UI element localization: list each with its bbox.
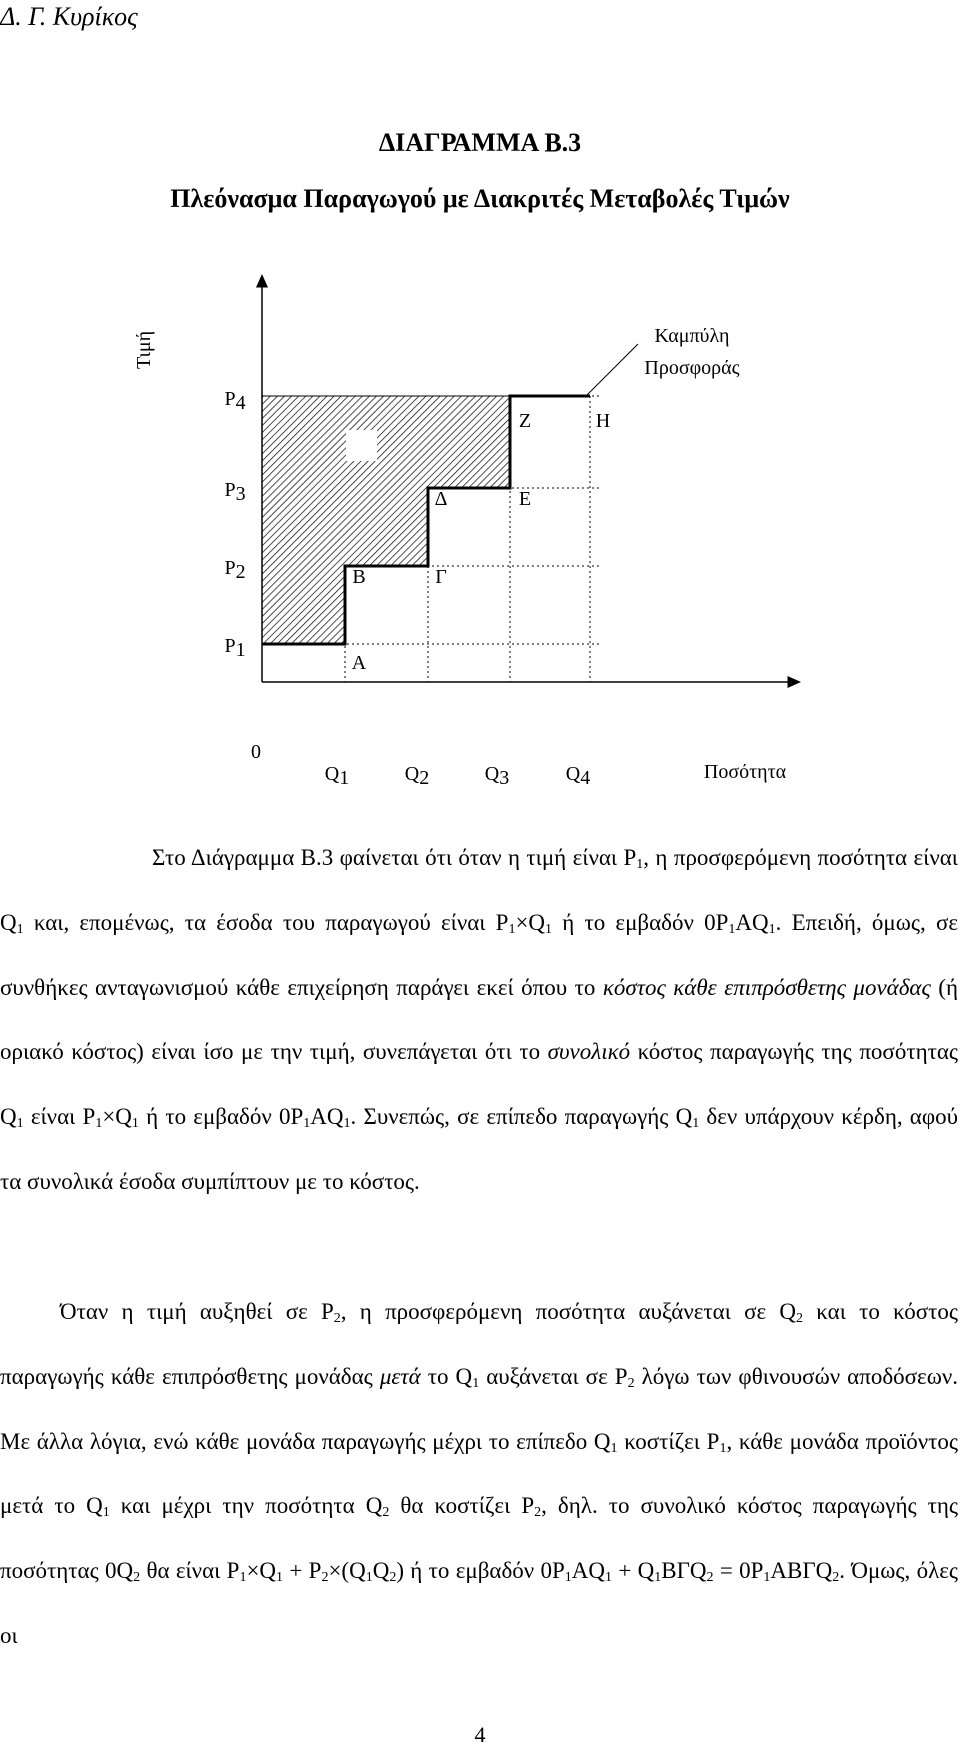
supply-step-diagram	[0, 270, 960, 790]
figure-label: ΔΙΑΓΡΑΜΜΑ Β.3	[378, 128, 582, 157]
running-header-author: Δ. Γ. Κυρίκος	[0, 2, 138, 31]
page-number: 4	[474, 1722, 486, 1747]
y-tick-p2: P2	[224, 557, 246, 583]
x-tick-q2: Q2	[404, 763, 430, 789]
origin-label: 0	[251, 741, 261, 763]
figure-title: Πλεόνασμα Παραγωγού με Διακριτές Μεταβολές Τιμών	[170, 184, 790, 213]
curve-label-leader	[586, 344, 638, 396]
producer-surplus-area	[262, 396, 510, 644]
point-label-6: Ζ	[518, 410, 532, 432]
y-tick-p3: P3	[224, 479, 246, 505]
x-tick-q4: Q4	[565, 763, 591, 789]
point-label-4: Δ	[434, 488, 448, 510]
y-axis-title: Τιμή	[133, 330, 155, 370]
point-label-3: Γ	[435, 566, 447, 588]
point-label-5: Ε	[518, 488, 532, 510]
x-axis-title: Ποσότητα	[703, 761, 787, 783]
point-label-2: Β	[352, 566, 366, 588]
x-tick-q1: Q1	[324, 763, 350, 789]
paragraph-1: Στο Διάγραμμα Β.3 φαίνεται ότι όταν η τιμή είναι $P_1$, η προσφερόμενη ποσότητα είναι $Q_1$ και, επομένως, τα έσοδα του παραγωγού είναι $P_1\times Q_1$ ή το εμβαδόν $0P_1AQ_1$. Επειδή, όμως, σε συνθήκες ανταγωνισμού κάθε επιχείρηση παράγει εκεί όπου το κόστος κάθε επιπρόσθετης μονάδας (ή οριακό κόστος) είναι ίσο με την τιμή, συνεπάγεται ότι το συνολικό κόστος παραγωγής της ποσότητας $Q_1$ είναι $P_1\times Q_1$ ή το εμβαδόν $0P_1AQ_1$. Συνεπώς, σε επίπεδο παραγωγής $Q_1$ δεν υπάρχουν κέρδη, αφού τα συνολικά έσοδα συμπίπτουν με το κόστος.	[0, 845, 959, 1194]
point-label-7: Η	[595, 410, 611, 432]
curve-label-line-1: Καμπύλη	[654, 325, 730, 347]
y-tick-p4: P4	[224, 388, 246, 414]
curve-label-line-2: Προσφοράς	[644, 357, 740, 379]
paragraph-2: Όταν η τιμή αυξηθεί σε $P_2$, η προσφερόμενη ποσότητα αυξάνεται σε $Q_2$ και το κόστος παραγωγής κάθε επιπρόσθετης μονάδας μετά το $Q_1$ αυξάνεται σε $P_2$ λόγω των φθινουσών αποδόσεων. Με άλλα λόγια, ενώ κάθε μονάδα παραγωγής μέχρι το επίπεδο $Q_1$ κοστίζει $P_1$, κάθε μονάδα προϊόντος μετά το $Q_1$ και μέχρι την ποσότητα $Q_2$ θα κοστίζει $P_2$, δηλ. το συνολικό κόστος παραγωγής της ποσότητας $0Q_2$ θα είναι $P_1\times Q_1 + P_2\times(Q_1Q_2)$ ή το εμβαδόν $0P_1AQ_1 + Q_1B\Gamma Q_2 = 0P_1AB\Gamma Q_2$. Όμως, όλες οι	[0, 1299, 959, 1648]
y-tick-p1: P1	[224, 635, 246, 661]
x-tick-q3: Q3	[484, 763, 510, 789]
point-label-1: Α	[351, 652, 367, 674]
unshaded-square	[346, 430, 377, 461]
